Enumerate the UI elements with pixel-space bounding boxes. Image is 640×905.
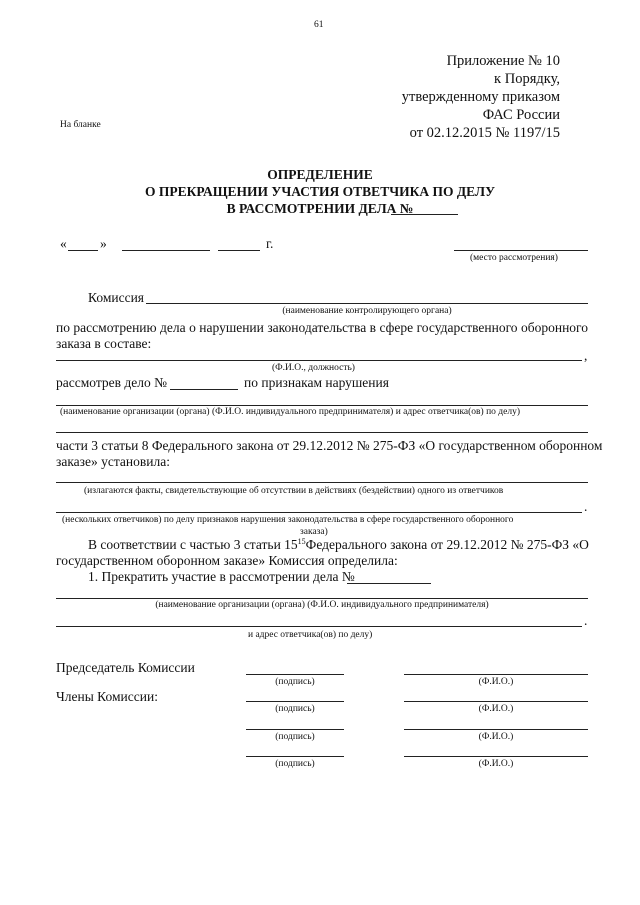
appendix-line: ФАС России bbox=[482, 107, 560, 123]
org-field-2[interactable] bbox=[56, 626, 582, 627]
appendix-line: утвержденному приказом bbox=[401, 89, 560, 105]
signature-caption: (подпись) bbox=[275, 677, 315, 687]
paragraph-line: части 3 статьи 8 Федерального закона от 29.12.2012 № 275-ФЗ «О государственном оборонном bbox=[56, 438, 603, 453]
signature-caption: (подпись) bbox=[275, 759, 315, 769]
date-month-field[interactable] bbox=[122, 250, 210, 251]
fio-caption: (Ф.И.О.) bbox=[478, 677, 514, 687]
address-caption: и адрес ответчика(ов) по делу) bbox=[248, 630, 373, 640]
document-title bbox=[0, 166, 640, 217]
respondent-caption: (наименование организации (органа) (Ф.И.О. индивидуального предпринимателя) и адрес ответчика(ов) по делу) bbox=[60, 407, 520, 417]
decision-text bbox=[88, 537, 306, 553]
respondent-field[interactable] bbox=[56, 405, 588, 406]
case-number-field[interactable] bbox=[391, 214, 458, 215]
superscript: 15 bbox=[297, 537, 306, 546]
page-number: 61 bbox=[314, 20, 324, 30]
appendix-line: Приложение № 10 bbox=[446, 53, 560, 69]
signature-field[interactable] bbox=[246, 701, 344, 702]
fio-field[interactable] bbox=[404, 729, 588, 730]
fio-caption: (Ф.И.О.) bbox=[478, 732, 514, 742]
facts-caption-line: (излагаются факты, свидетельствующие об отсутствии в действиях (бездействии) одного из ответчиков bbox=[84, 486, 504, 496]
paragraph-line: заказе» установила: bbox=[56, 454, 170, 469]
title-line: ОПРЕДЕЛЕНИЕ bbox=[267, 167, 373, 182]
period: . bbox=[584, 499, 588, 514]
date-close-quote: » bbox=[100, 236, 107, 251]
paragraph-line: заказа в составе: bbox=[56, 336, 152, 351]
fio-field[interactable] bbox=[404, 756, 588, 757]
date-year-field[interactable] bbox=[218, 250, 260, 251]
appendix-block bbox=[402, 52, 560, 142]
fio-position-caption: (Ф.И.О., должность) bbox=[272, 363, 355, 373]
members-label: Члены Комиссии: bbox=[56, 689, 158, 704]
chairman-label: Председатель Комиссии bbox=[56, 660, 195, 675]
fio-field[interactable] bbox=[404, 674, 588, 675]
terminate-item: 1. Прекратить участие в рассмотрении дела № bbox=[88, 569, 355, 584]
fio-field[interactable] bbox=[404, 701, 588, 702]
org-field[interactable] bbox=[56, 598, 588, 599]
body-caption: (наименование контролирующего органа) bbox=[282, 306, 452, 316]
fio-caption: (Ф.И.О.) bbox=[478, 759, 514, 769]
commission-label: Комиссия bbox=[88, 290, 145, 305]
appendix-line: к Порядку, bbox=[494, 71, 560, 87]
facts-field[interactable] bbox=[56, 482, 588, 483]
period: . bbox=[584, 613, 588, 628]
considered-case-number-field[interactable] bbox=[170, 389, 238, 390]
org-caption: (наименование организации (органа) (Ф.И.О. индивидуального предпринимателя) bbox=[155, 600, 489, 610]
terminate-case-number-field[interactable] bbox=[347, 583, 431, 584]
title-line: О ПРЕКРАЩЕНИИ УЧАСТИЯ ОТВЕТЧИКА ПО ДЕЛУ bbox=[145, 184, 495, 199]
considered-suffix: по признакам нарушения bbox=[244, 375, 389, 390]
commission-body-field[interactable] bbox=[146, 303, 588, 304]
paragraph-line: государственном оборонном заказе» Комиссия определила: bbox=[56, 553, 398, 568]
signature-field[interactable] bbox=[246, 729, 344, 730]
place-caption: (место рассмотрения) bbox=[470, 253, 558, 263]
title-line bbox=[0, 200, 640, 217]
date-year-suffix: г. bbox=[266, 236, 274, 251]
appendix-line: от 02.12.2015 № 1197/15 bbox=[409, 125, 560, 141]
fio-caption: (Ф.И.О.) bbox=[478, 704, 514, 714]
decision-line-1 bbox=[88, 537, 588, 553]
signature-field[interactable] bbox=[246, 674, 344, 675]
respondent-field-2[interactable] bbox=[56, 432, 588, 433]
paragraph-line: по рассмотрению дела о нарушении законодательства в сфере государственного оборонного bbox=[56, 320, 588, 335]
facts-field-2[interactable] bbox=[56, 512, 582, 513]
place-field[interactable] bbox=[454, 250, 588, 251]
comma: , bbox=[584, 348, 588, 363]
facts-caption-line: заказа) bbox=[300, 527, 328, 537]
signature-caption: (подпись) bbox=[275, 732, 315, 742]
on-letterhead-note: На бланке bbox=[60, 120, 101, 130]
date-day-field[interactable] bbox=[68, 250, 98, 251]
date-open-quote: « bbox=[60, 236, 67, 251]
title-line-text: В РАССМОТРЕНИИ ДЕЛА № bbox=[226, 201, 414, 216]
decision-text-b: Федерального закона от 29.12.2012 № 275-ФЗ «О bbox=[305, 537, 589, 552]
signature-field[interactable] bbox=[246, 756, 344, 757]
composition-field[interactable] bbox=[56, 360, 582, 361]
decision-text-a: В соответствии с частью 3 статьи 15 bbox=[88, 537, 298, 552]
signature-caption: (подпись) bbox=[275, 704, 315, 714]
facts-caption-line: (нескольких ответчиков) по делу признаков нарушения законодательства в сфере государственного оборонного bbox=[62, 515, 514, 525]
considered-prefix: рассмотрев дело № bbox=[56, 375, 167, 390]
